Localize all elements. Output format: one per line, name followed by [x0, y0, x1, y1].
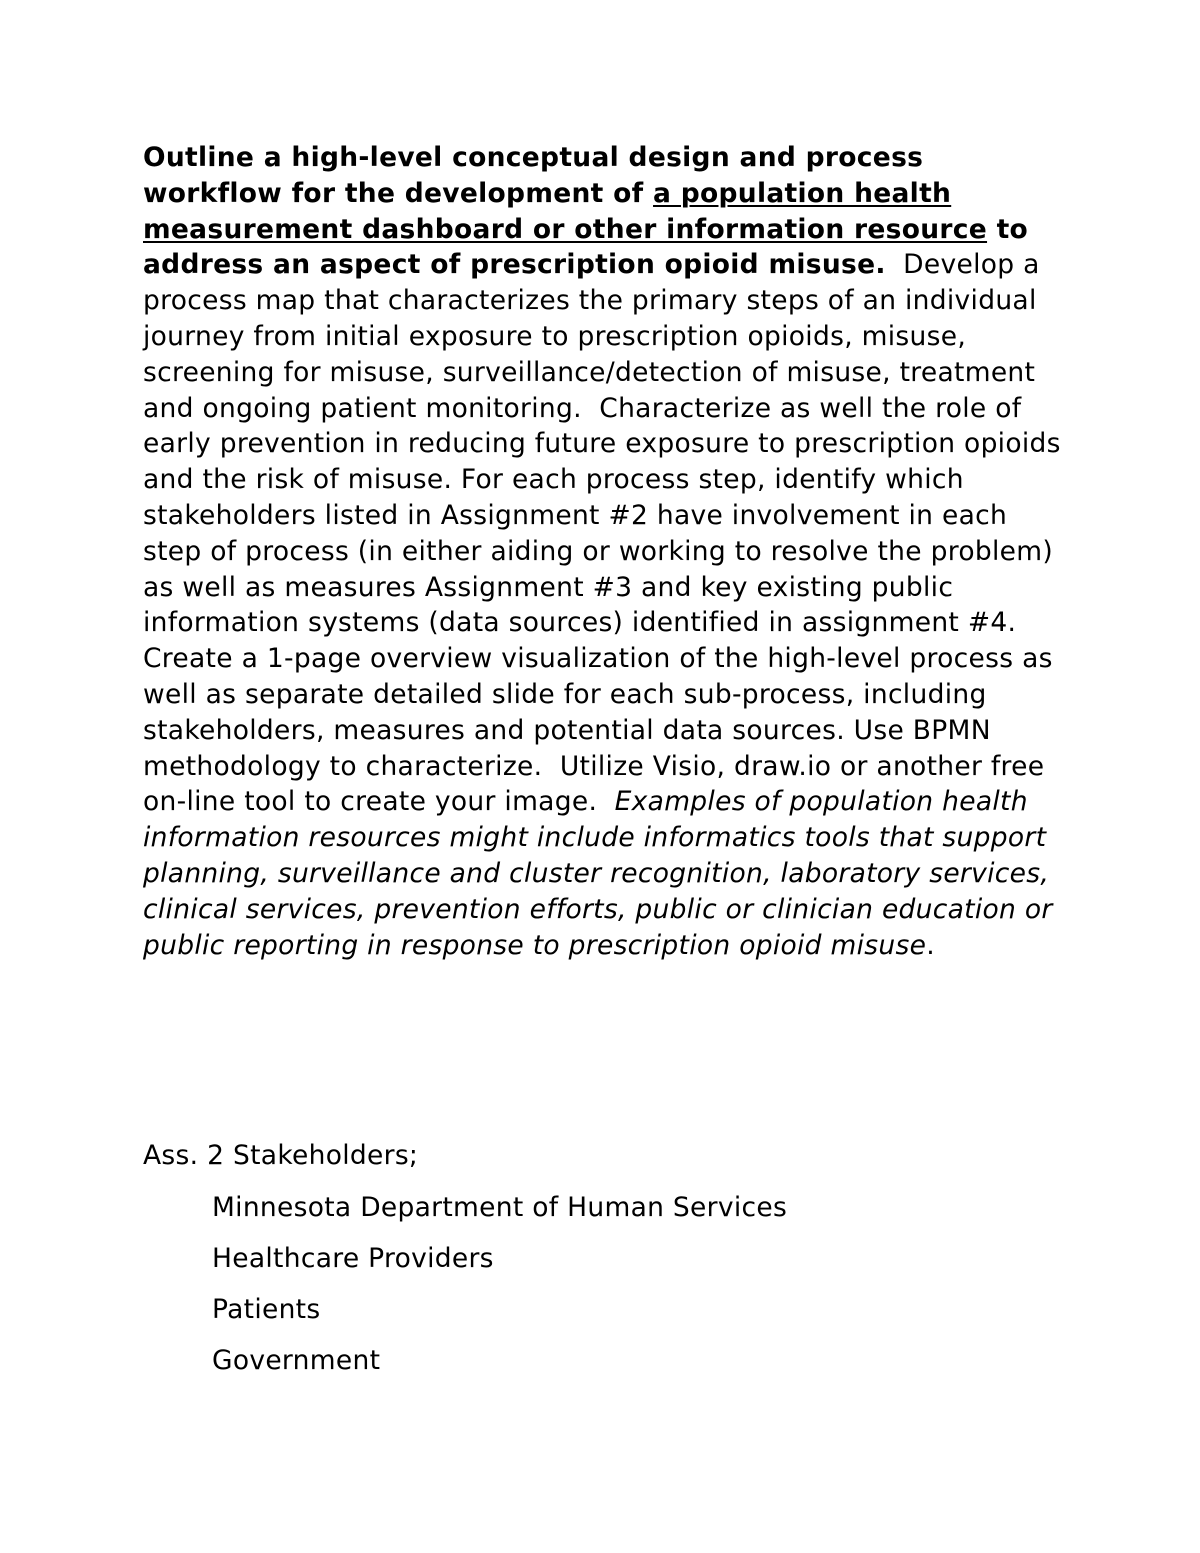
stakeholder-item: Minnesota Department of Human Services [212, 1192, 788, 1223]
assignment-prompt [143, 140, 1070, 963]
stakeholders-list [212, 1190, 787, 1394]
stakeholder-item: Government [212, 1345, 381, 1376]
prompt-continued-bold: to address an aspect of prescription opioid misuse. [143, 213, 1029, 281]
prompt-examples-italic: Examples of population health information resources might include informatics tools that support planning, surveillance and cluster recognition, laboratory services, clinical services, prevention efforts, public or clinician education or public reporting in response to prescription opioid misuse [143, 786, 1053, 961]
prompt-final-period: . [926, 929, 935, 961]
prompt-bold-underlined: a population health measurement dashboard or other information resource [143, 177, 988, 245]
prompt-body: Develop a process map that characterizes the primary steps of an individual journey from initial exposure to prescription opioids, misuse, screening for misuse, surveillance/detection of misuse, treatment and ongoing patient monitoring. Characterize as well the role of early prevention in reducing future exposure to prescription opioids and the risk of misuse. For each process step, identify which stakeholders listed in Assignment #2 have involvement in each step of process (in either aiding or working to resolve the problem) as well as measures Assignment #3 and key existing public information systems (data sources) identified in assignment #4. Create a 1-page overview visualization of the high-level process as well as separate detailed slide for each sub-process, including stakeholders, measures and potential data sources. Use BPMN methodology to characterize. Utilize Visio, draw.io or another free on-line tool to create your image. [143, 249, 1070, 818]
stakeholder-item: Healthcare Providers [212, 1243, 494, 1274]
prompt-intro-bold: Outline a high-level conceptual design and process workflow for the development of [143, 142, 924, 209]
stakeholder-item: Patients [212, 1294, 321, 1325]
stakeholders-heading: Ass. 2 Stakeholders; [143, 1140, 419, 1171]
